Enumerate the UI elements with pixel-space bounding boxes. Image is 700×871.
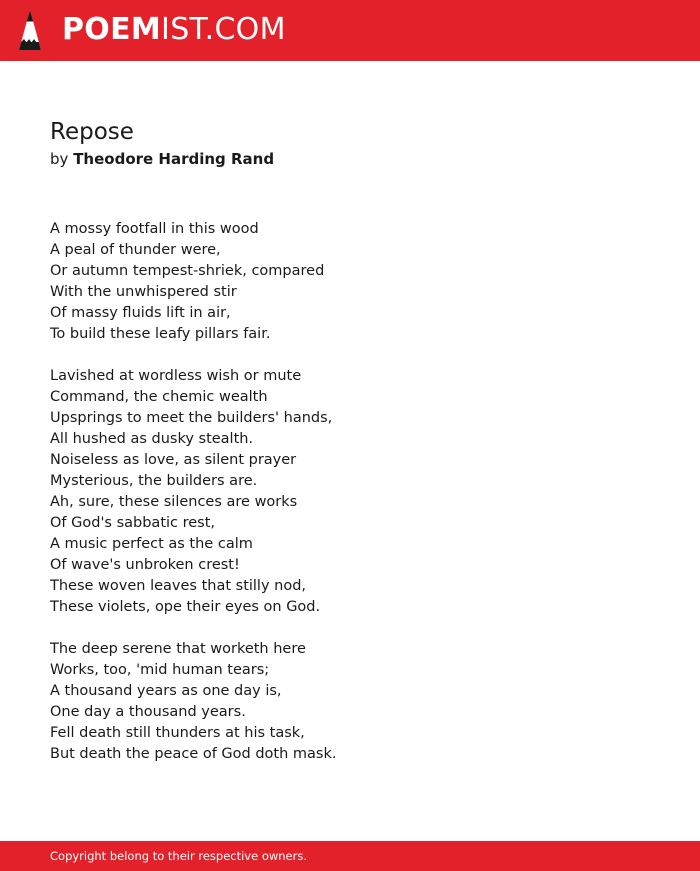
poem-line: A peal of thunder were,: [50, 242, 221, 258]
poem-line: A thousand years as one day is,: [50, 683, 282, 699]
poem-title: Repose: [50, 119, 134, 145]
logo-text-light: IST.COM: [161, 12, 286, 47]
poem-line: Lavished at wordless wish or mute: [50, 368, 302, 384]
poem-line: Ah, sure, these silences are works: [50, 494, 298, 510]
poem-line: Of wave's unbroken crest!: [50, 557, 240, 573]
poem-line: A music perfect as the calm: [50, 536, 253, 552]
poem-line: A mossy footfall in this wood: [50, 221, 259, 237]
poem-line: Works, too, 'mid human tears;: [50, 662, 270, 678]
poem-line: Mysterious, the builders are.: [50, 473, 258, 489]
site-footer: [0, 841, 700, 871]
poem-line: With the unwhispered stir: [50, 284, 237, 300]
copyright-text: Copyright belong to their respective owners.: [50, 849, 308, 863]
author-name: Theodore Harding Rand: [73, 150, 275, 168]
poem-line: Noiseless as love, as silent prayer: [50, 452, 297, 468]
poem-line: To build these leafy pillars fair.: [50, 326, 271, 342]
byline: [50, 148, 274, 170]
poem-stanza: [50, 366, 650, 618]
poem-line: Of massy fluids lift in air,: [50, 305, 231, 321]
poem-stanza: [50, 639, 650, 765]
logo-text-bold: POEM: [62, 12, 162, 47]
poem-line: These violets, ope their eyes on God.: [50, 599, 321, 615]
poem-line: These woven leaves that stilly nod,: [50, 578, 307, 594]
site-logo[interactable]: [62, 10, 286, 50]
poem-line: Upsprings to meet the builders' hands,: [50, 410, 333, 426]
poem-line: Of God's sabbatic rest,: [50, 515, 216, 531]
pencil-icon: [18, 9, 42, 51]
poem-line: All hushed as dusky stealth.: [50, 431, 254, 447]
poem-line: But death the peace of God doth mask.: [50, 746, 337, 762]
poem-stanza: [50, 219, 650, 345]
poem-line: Or autumn tempest-shriek, compared: [50, 263, 325, 279]
poem-line: One day a thousand years.: [50, 704, 246, 720]
poem-line: Command, the chemic wealth: [50, 389, 268, 405]
site-header: [0, 0, 700, 61]
poem-line: Fell death still thunders at his task,: [50, 725, 305, 741]
poem-line: The deep serene that worketh here: [50, 641, 306, 657]
by-label: by: [50, 150, 69, 168]
poem-body: [50, 219, 650, 786]
